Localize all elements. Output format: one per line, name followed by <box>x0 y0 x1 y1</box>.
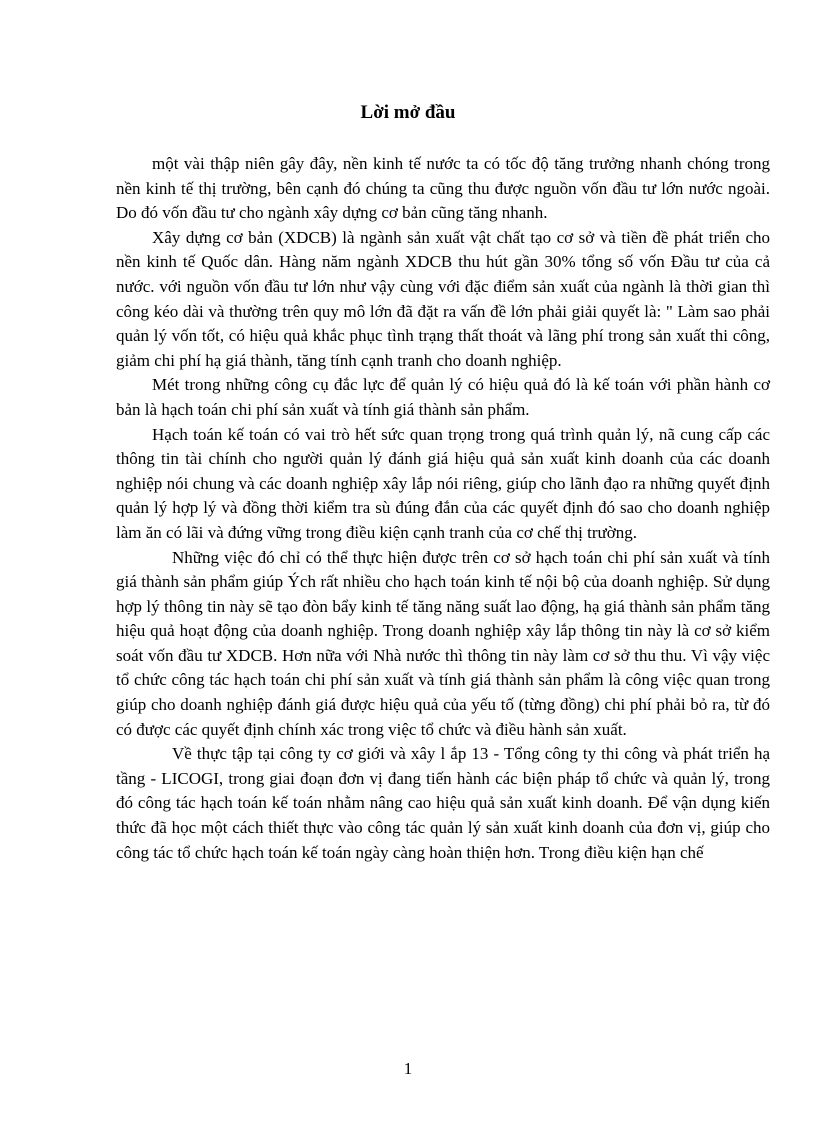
document-body <box>116 152 770 865</box>
page-title: Lời mở đầu <box>360 102 456 123</box>
paragraph-5: Những việc đó chỉ có thể thực hiện được trên cơ sở hạch toán chi phí sản xuất và tính giá thành sản phẩm giúp Ých rất nhiều cho hạch toán kinh tế nội bộ của doanh nghiệp. Sử dụng hợp lý thông tin này sẽ tạo đòn bẩy kinh tế tăng năng suất lao động, hạ giá thành sản phẩm tăng hiệu quả hoạt động của doanh nghiệp. Trong doanh nghiệp xây lắp thông tin này là cơ sở kiểm soát vốn đầu tư XDCB. Hơn nữa với Nhà nước thì thông tin này làm cơ sở thu thu. Vì vậy việc tổ chức công tác hạch toán chi phí sản xuất và tính giá thành sản phẩm là công việc quan trong giúp cho doanh nghiệp đánh giá được hiệu quả của yếu tố (từng đồng) chi phí phải bỏ ra, từ đó có được các quyết định chính xác trong việc tổ chức và điều hành sản xuất. <box>116 547 770 739</box>
paragraph-1: một vài thập niên gây đây, nền kinh tế nước ta có tốc độ tăng trưởng nhanh chóng trong nền kinh tế thị trường, bên cạnh đó chúng ta cũng thu được nguồn vốn đầu tư lớn nước ngoài. Do đó vốn đầu tư cho ngành xây dựng cơ bản cũng tăng nhanh. <box>116 154 770 223</box>
paragraph-3: Mét trong những công cụ đắc lực để quản lý có hiệu quả đó là kế toán với phần hành cơ bản là hạch toán chi phí sản xuất và tính giá thành sản phẩm. <box>116 375 770 419</box>
paragraph-2: Xây dựng cơ bản (XDCB) là ngành sản xuất vật chất tạo cơ sở và tiền đề phát triển cho nền kinh tế Quốc dân. Hàng năm ngành XDCB thu hút gần 30% tổng số vốn Đầu tư của cả nước. với nguồn vốn đầu tư lớn như vậy cùng với đặc điểm sản xuất của ngành là thời gian thì công kéo dài và thường trên quy mô lớn đã đặt ra vấn đề lớn phải giải quyết là: " Làm sao phải quản lý vốn tốt, có hiệu quả khắc phục tình trạng thất thoát và lãng phí trong sản xuất thi công, giảm chi phí hạ giá thành, tăng tính cạnh tranh cho doanh nghiệp. <box>116 227 770 370</box>
paragraph-4: Hạch toán kế toán có vai trò hết sức quan trọng trong quá trình quản lý, nã cung cấp các thông tin tài chính cho người quản lý đánh giá hiệu quả sản xuất kinh doanh của các doanh nghiệp nói chung và các doanh nghiệp xây lắp nói riêng, giúp cho lãnh đạo ra những quyết định quản lý hợp lý và đồng thời kiểm tra sù đúng đắn của các quyết định đó sao cho doanh nghiệp làm ăn có lãi và đứng vững trong điều kiện cạnh tranh của cơ chế thị trường. <box>116 424 770 542</box>
paragraph-6: Về thực tập tại công ty cơ giới và xây l ắp 13 - Tổng công ty thi công và phát triển hạ tầng - LICOGI, trong giai đoạn đơn vị đang tiến hành các biện pháp tổ chức và quản lý, trong đó công tác hạch toán kế toán nhằm nâng cao hiệu quả sản xuất kinh doanh. Để vận dụng kiến thức đã học một cách thiết thực vào công tác quản lý sản xuất kinh doanh của đơn vị, giúp cho công tác tổ chức hạch toán kế toán ngày càng hoàn thiện hơn. Trong điều kiện hạn chế <box>116 744 770 862</box>
page-number: 1 <box>403 1059 413 1078</box>
